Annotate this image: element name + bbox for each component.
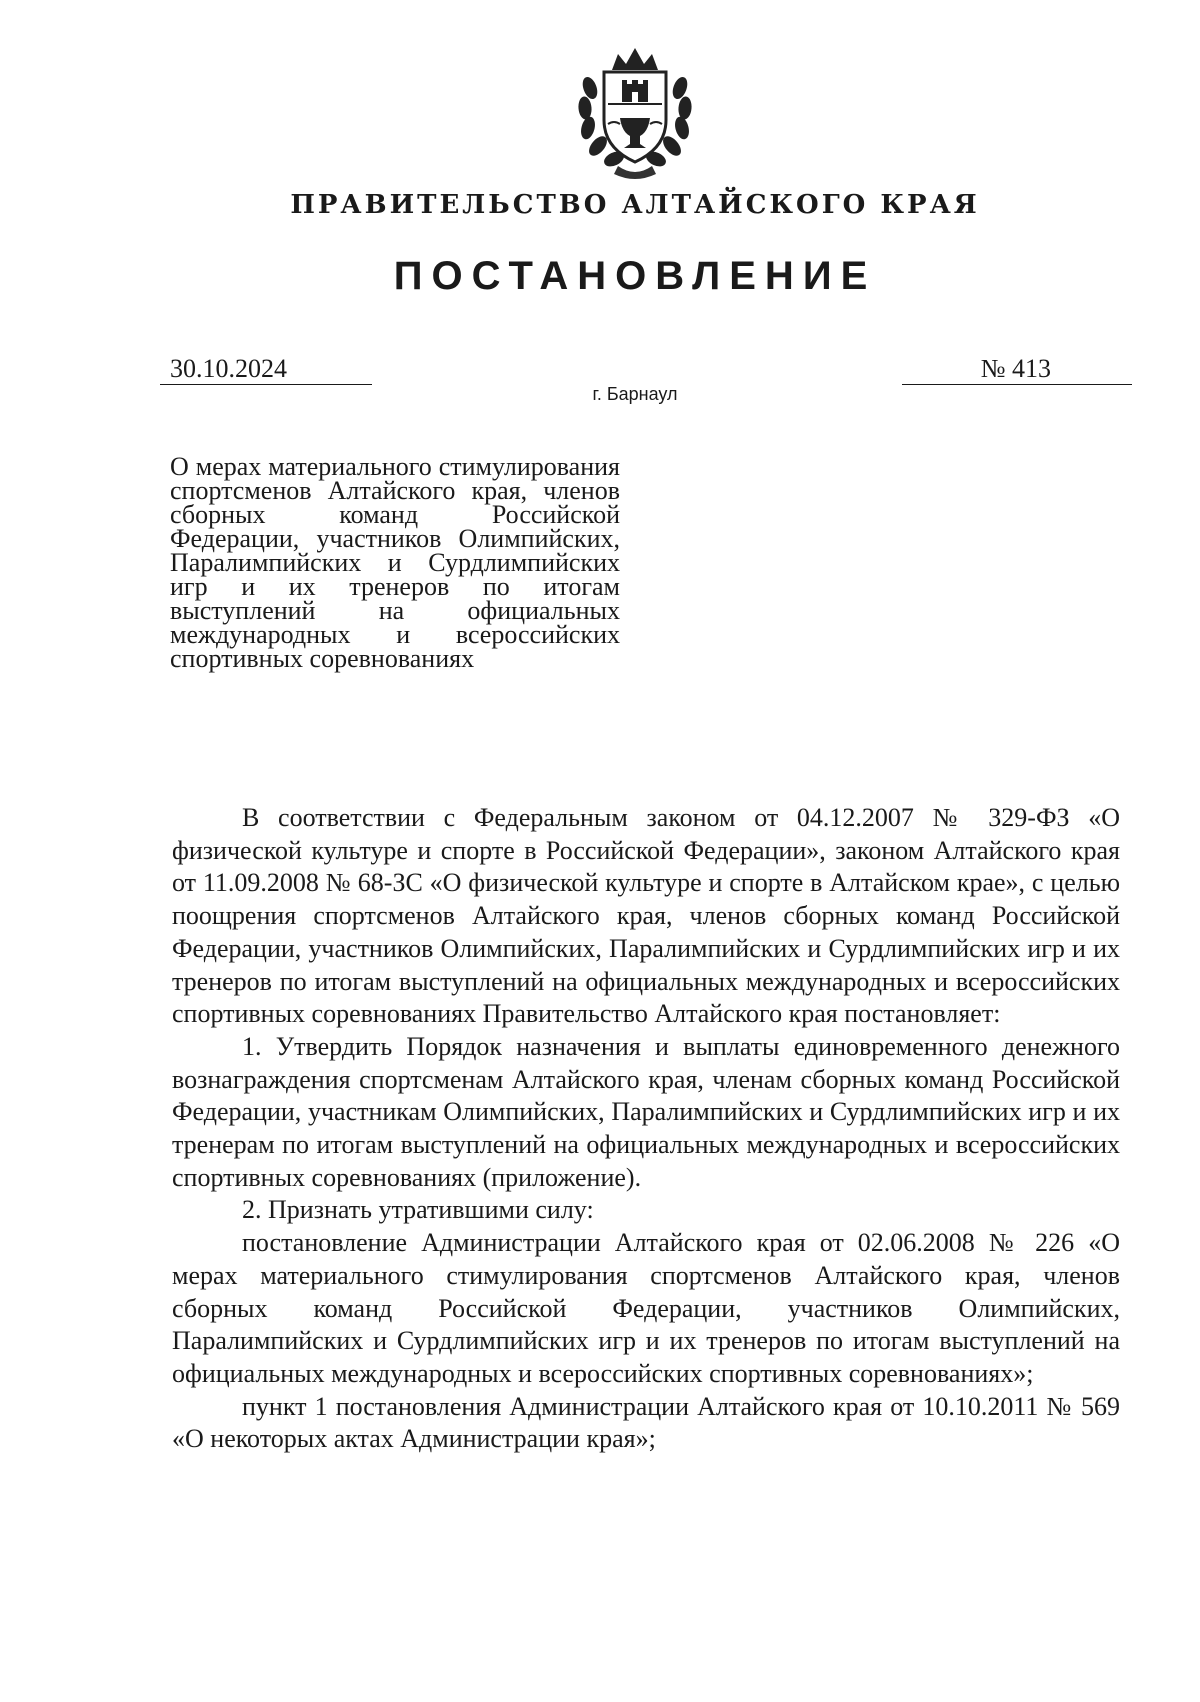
document-number: № 413 — [902, 354, 1132, 385]
altai-krai-coat-of-arms-icon — [570, 40, 700, 180]
document-date: 30.10.2024 — [160, 354, 372, 385]
document-body — [172, 802, 1120, 1456]
preamble-paragraph: В соответствии с Федеральным законом от 04.12.2007 № 329-ФЗ «О физической культуре и спорте в Российской Федерации», законом Алтайского края от 11.09.2008 № 68-ЗС «О физической культуре и спорте в Алтайском крае», с целью поощрения спортсменов Алтайского края, членов сборных команд Российской Федерации, участников Олимпийских, Паралимпийских и Сурдлимпийских игр и их тренеров по итогам выступлений на официальных международных и всероссийских спортивных соревнованиях Правительство Алтайского края постановляет: — [172, 803, 1120, 1029]
clause-1-paragraph: 1. Утвердить Порядок назначения и выплаты единовременного денежного вознаграждения спортсменам Алтайского края, членам сборных команд Российской Федерации, участникам Олимпийских, Паралимпийских и Сурдлимпийских игр и их тренерам по итогам выступлений на официальных международных и всероссийских спортивных соревнованиях (приложение). — [172, 1031, 1120, 1192]
repealed-act-item: пункт 1 постановления Администрации Алтайского края от 10.10.2011 № 569 «О некоторых актах Администрации края»; — [172, 1391, 1120, 1454]
city-name: г. Барнаул — [592, 384, 678, 404]
repealed-act-item: постановление Администрации Алтайского края от 02.06.2008 № 226 «О мерах материального стимулирования спортсменов Алтайского края, членов сборных команд Российской Федерации, участников Олимпийских, Паралимпийских и Сурдлимпийских игр и их тренеров по итогам выступлений на официальных международных и всероссийских спортивных соревнованиях»; — [172, 1228, 1120, 1388]
government-title: ПРАВИТЕЛЬСТВО АЛТАЙСКОГО КРАЯ — [290, 190, 980, 220]
clause-2-paragraph: 2. Признать утратившими силу: — [242, 1195, 594, 1225]
document-subject: О мерах материального стимулирования спортсменов Алтайского края, членов сборных команд Российской Федерации, участников Олимпийских, Паралимпийских и Сурдлимпийских игр и их тренеров по итогам выступлений на официальных международных и всероссийских спортивных соревнованиях — [170, 452, 620, 673]
document-type-heading: ПОСТАНОВЛЕНИЕ — [393, 254, 877, 298]
